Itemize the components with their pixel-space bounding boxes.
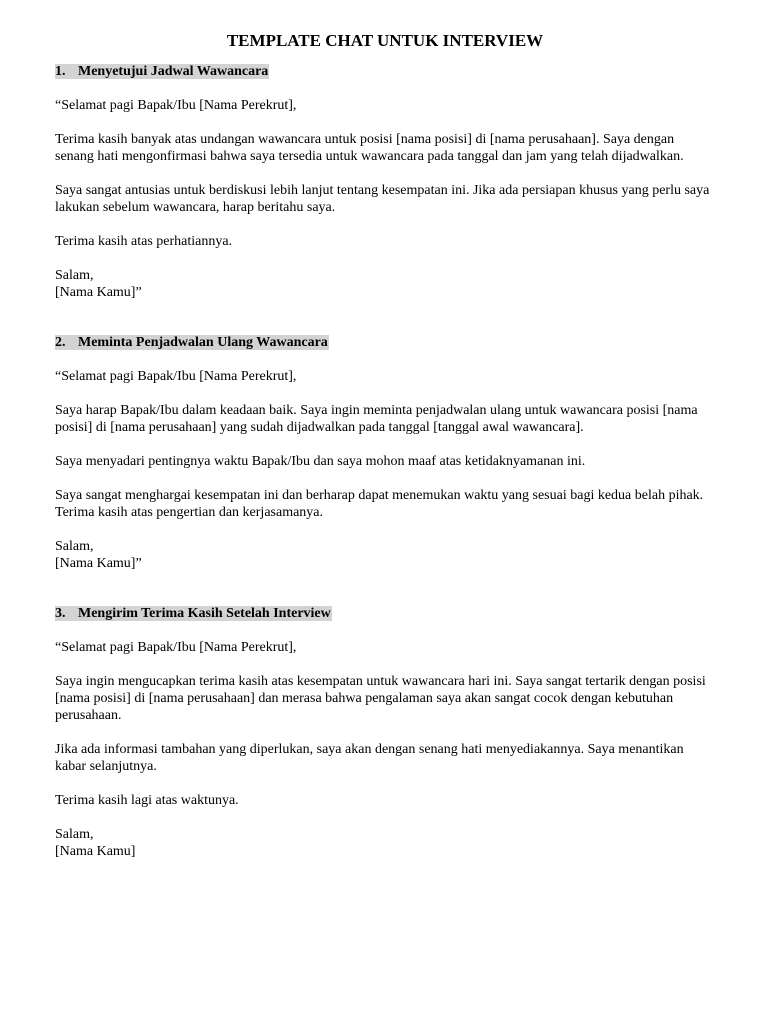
paragraph: Terima kasih lagi atas waktunya. — [55, 793, 239, 808]
paragraph: Saya harap Bapak/Ibu dalam keadaan baik. Saya ingin meminta penjadwalan ulang untuk wawancara posisi [nama posisi] di [nama perusahaan] yang sudah dijadwalkan pada tanggal [tanggal awal wawancara]. — [55, 403, 698, 435]
section-3 — [55, 605, 715, 860]
closing: Salam, — [55, 539, 94, 554]
section-heading — [55, 63, 715, 80]
heading-highlight — [55, 606, 332, 621]
section-title: Mengirim Terima Kasih Setelah Interview — [78, 606, 331, 621]
greeting: “Selamat pagi Bapak/Ibu [Nama Perekrut], — [55, 369, 297, 384]
closing: Salam, — [55, 827, 94, 842]
paragraph: Jika ada informasi tambahan yang diperlukan, saya akan dengan senang hati menyediakannya. Saya menantikan kabar selanjutnya. — [55, 742, 684, 774]
section-title: Menyetujui Jadwal Wawancara — [78, 64, 269, 79]
section-1 — [55, 63, 715, 301]
document-title: TEMPLATE CHAT UNTUK INTERVIEW — [226, 31, 544, 50]
heading-highlight — [55, 64, 269, 79]
document-page — [55, 30, 715, 860]
heading-highlight — [55, 335, 329, 350]
section-number: 2. — [55, 335, 66, 350]
section-heading — [55, 605, 715, 622]
paragraph: Terima kasih banyak atas undangan wawancara untuk posisi [nama posisi] di [nama perusahaan]. Saya dengan senang hati mengonfirmasi bahwa saya tersedia untuk wawancara pada tanggal dan jam yang telah dijadwalkan. — [55, 132, 684, 164]
signature: [Nama Kamu]” — [55, 556, 142, 571]
section-title: Meminta Penjadwalan Ulang Wawancara — [78, 335, 328, 350]
section-2 — [55, 334, 715, 572]
section-number: 1. — [55, 64, 66, 79]
paragraph: Saya sangat menghargai kesempatan ini dan berharap dapat menemukan waktu yang sesuai bagi kedua belah pihak. Terima kasih atas pengertian dan kerjasamanya. — [55, 488, 704, 520]
greeting: “Selamat pagi Bapak/Ibu [Nama Perekrut], — [55, 98, 297, 113]
paragraph: Terima kasih atas perhatiannya. — [55, 234, 233, 249]
signature: [Nama Kamu] — [55, 844, 136, 859]
section-heading — [55, 334, 715, 351]
section-number: 3. — [55, 606, 66, 621]
greeting: “Selamat pagi Bapak/Ibu [Nama Perekrut], — [55, 640, 297, 655]
paragraph: Saya sangat antusias untuk berdiskusi lebih lanjut tentang kesempatan ini. Jika ada persiapan khusus yang perlu saya lakukan sebelum wawancara, harap beritahu saya. — [55, 183, 710, 215]
closing: Salam, — [55, 268, 94, 283]
signature: [Nama Kamu]” — [55, 285, 142, 300]
paragraph: Saya ingin mengucapkan terima kasih atas kesempatan untuk wawancara hari ini. Saya sangat tertarik dengan posisi [nama posisi] di [nama perusahaan] dan merasa bahwa pengalaman saya akan sangat cocok dengan kebutuhan perusahaan. — [55, 674, 706, 723]
paragraph: Saya menyadari pentingnya waktu Bapak/Ibu dan saya mohon maaf atas ketidaknyamanan ini. — [55, 454, 586, 469]
